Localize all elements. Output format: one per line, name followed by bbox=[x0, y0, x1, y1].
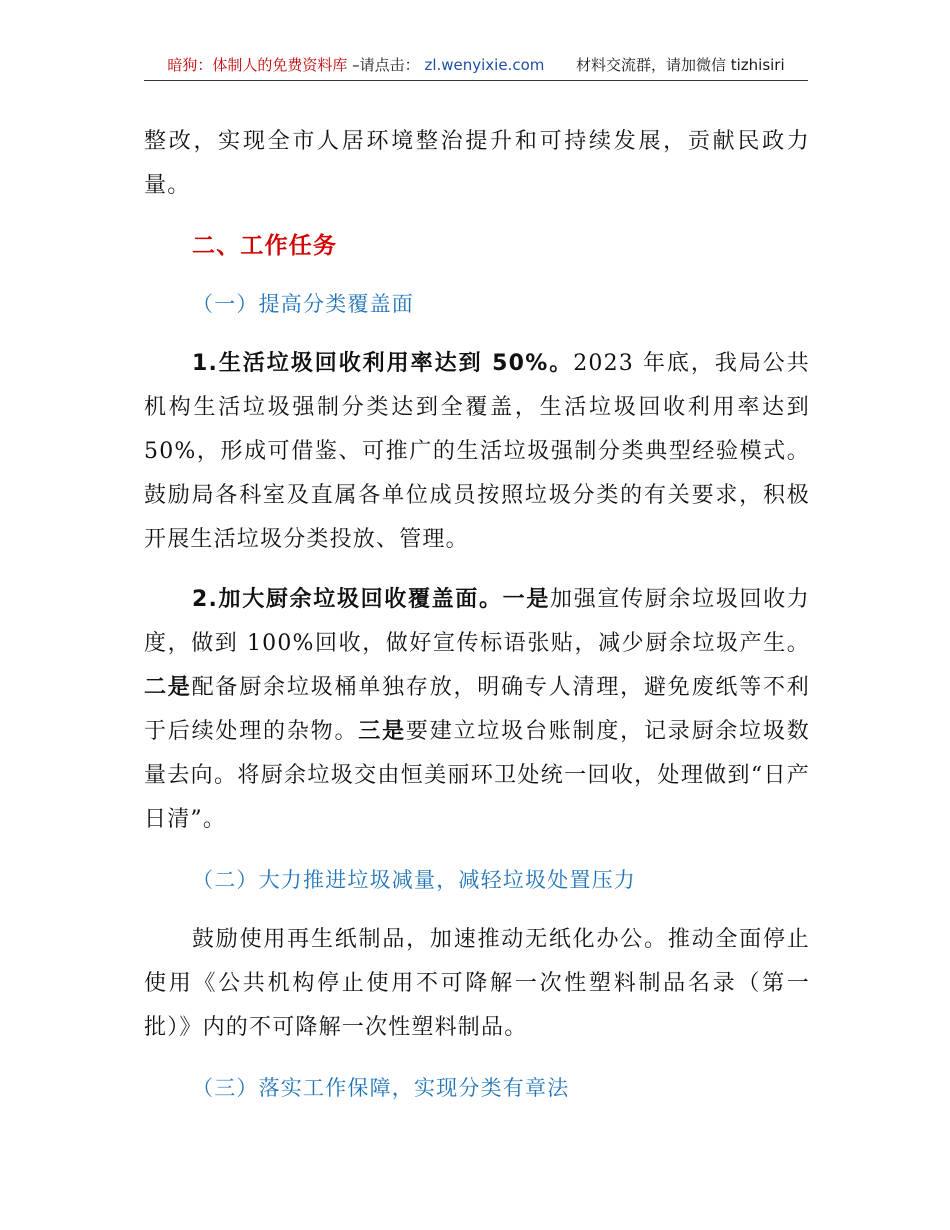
item2-text-2: 配备厨余垃圾桶单独存放，明确专人清理，避免废纸等不利于后续处理的杂物。 bbox=[144, 675, 811, 744]
item2-text-1: 加强宣传厨余垃圾回收力度，做到 100%回收，做好宣传标语张贴，减少厨余垃圾产生。 bbox=[144, 587, 811, 656]
subsection-title-2: （二）大力推进垃圾减量，减轻垃圾处置压力 bbox=[192, 868, 636, 892]
item1-paragraph bbox=[144, 342, 810, 562]
item2-paragraph bbox=[144, 578, 810, 842]
item2-lead: 2.加大厨余垃圾回收覆盖面。 bbox=[192, 587, 503, 612]
document-body bbox=[144, 120, 810, 1110]
item2-keyword-3: 三是 bbox=[358, 719, 406, 744]
section-title: 二、工作任务 bbox=[192, 233, 338, 259]
item2-text-3: 要建立垃圾台账制度，记录厨余垃圾数量去向。将厨余垃圾交由恒美丽环卫处统一回收，处理做到“日产日清”。 bbox=[144, 719, 810, 832]
subsection-title-3: （三）落实工作保障，实现分类有章法 bbox=[192, 1076, 570, 1100]
item2-keyword-1: 一是 bbox=[502, 587, 551, 612]
subsection-title-1: （一）提高分类覆盖面 bbox=[192, 292, 414, 316]
header-url-link[interactable]: zl.wenyixie.com bbox=[424, 56, 545, 74]
item1-text: 2023 年底，我局公共机构生活垃圾强制分类达到全覆盖，生活垃圾回收利用率达到 50%，形成可借鉴、可推广的生活垃圾强制分类典型经验模式。鼓励局各科室及直属各单位成员按照垃圾分类的有关要求，积极开展生活垃圾分类投放、管理。 bbox=[144, 351, 810, 552]
item2-keyword-2: 二是 bbox=[144, 675, 192, 700]
page-header bbox=[144, 50, 808, 81]
header-click-prefix: –请点击： bbox=[352, 56, 420, 74]
item1-lead: 1.生活垃圾回收利用率达到 50%。 bbox=[192, 351, 574, 376]
reduce-paragraph: 鼓励使用再生纸制品，加速推动无纸化办公。推动全面停止使用《公共机构停止使用不可降解一次性塑料制品名录（第一批）》内的不可降解一次性塑料制品。 bbox=[144, 927, 810, 1040]
header-wechat-note: 材料交流群，请加微信 tizhisiri bbox=[575, 56, 785, 74]
intro-paragraph: 整改，实现全市人居环境整治提升和可持续发展，贡献民政力量。 bbox=[144, 129, 810, 198]
header-brand: 暗狗：体制人的免费资料库 bbox=[167, 56, 348, 74]
